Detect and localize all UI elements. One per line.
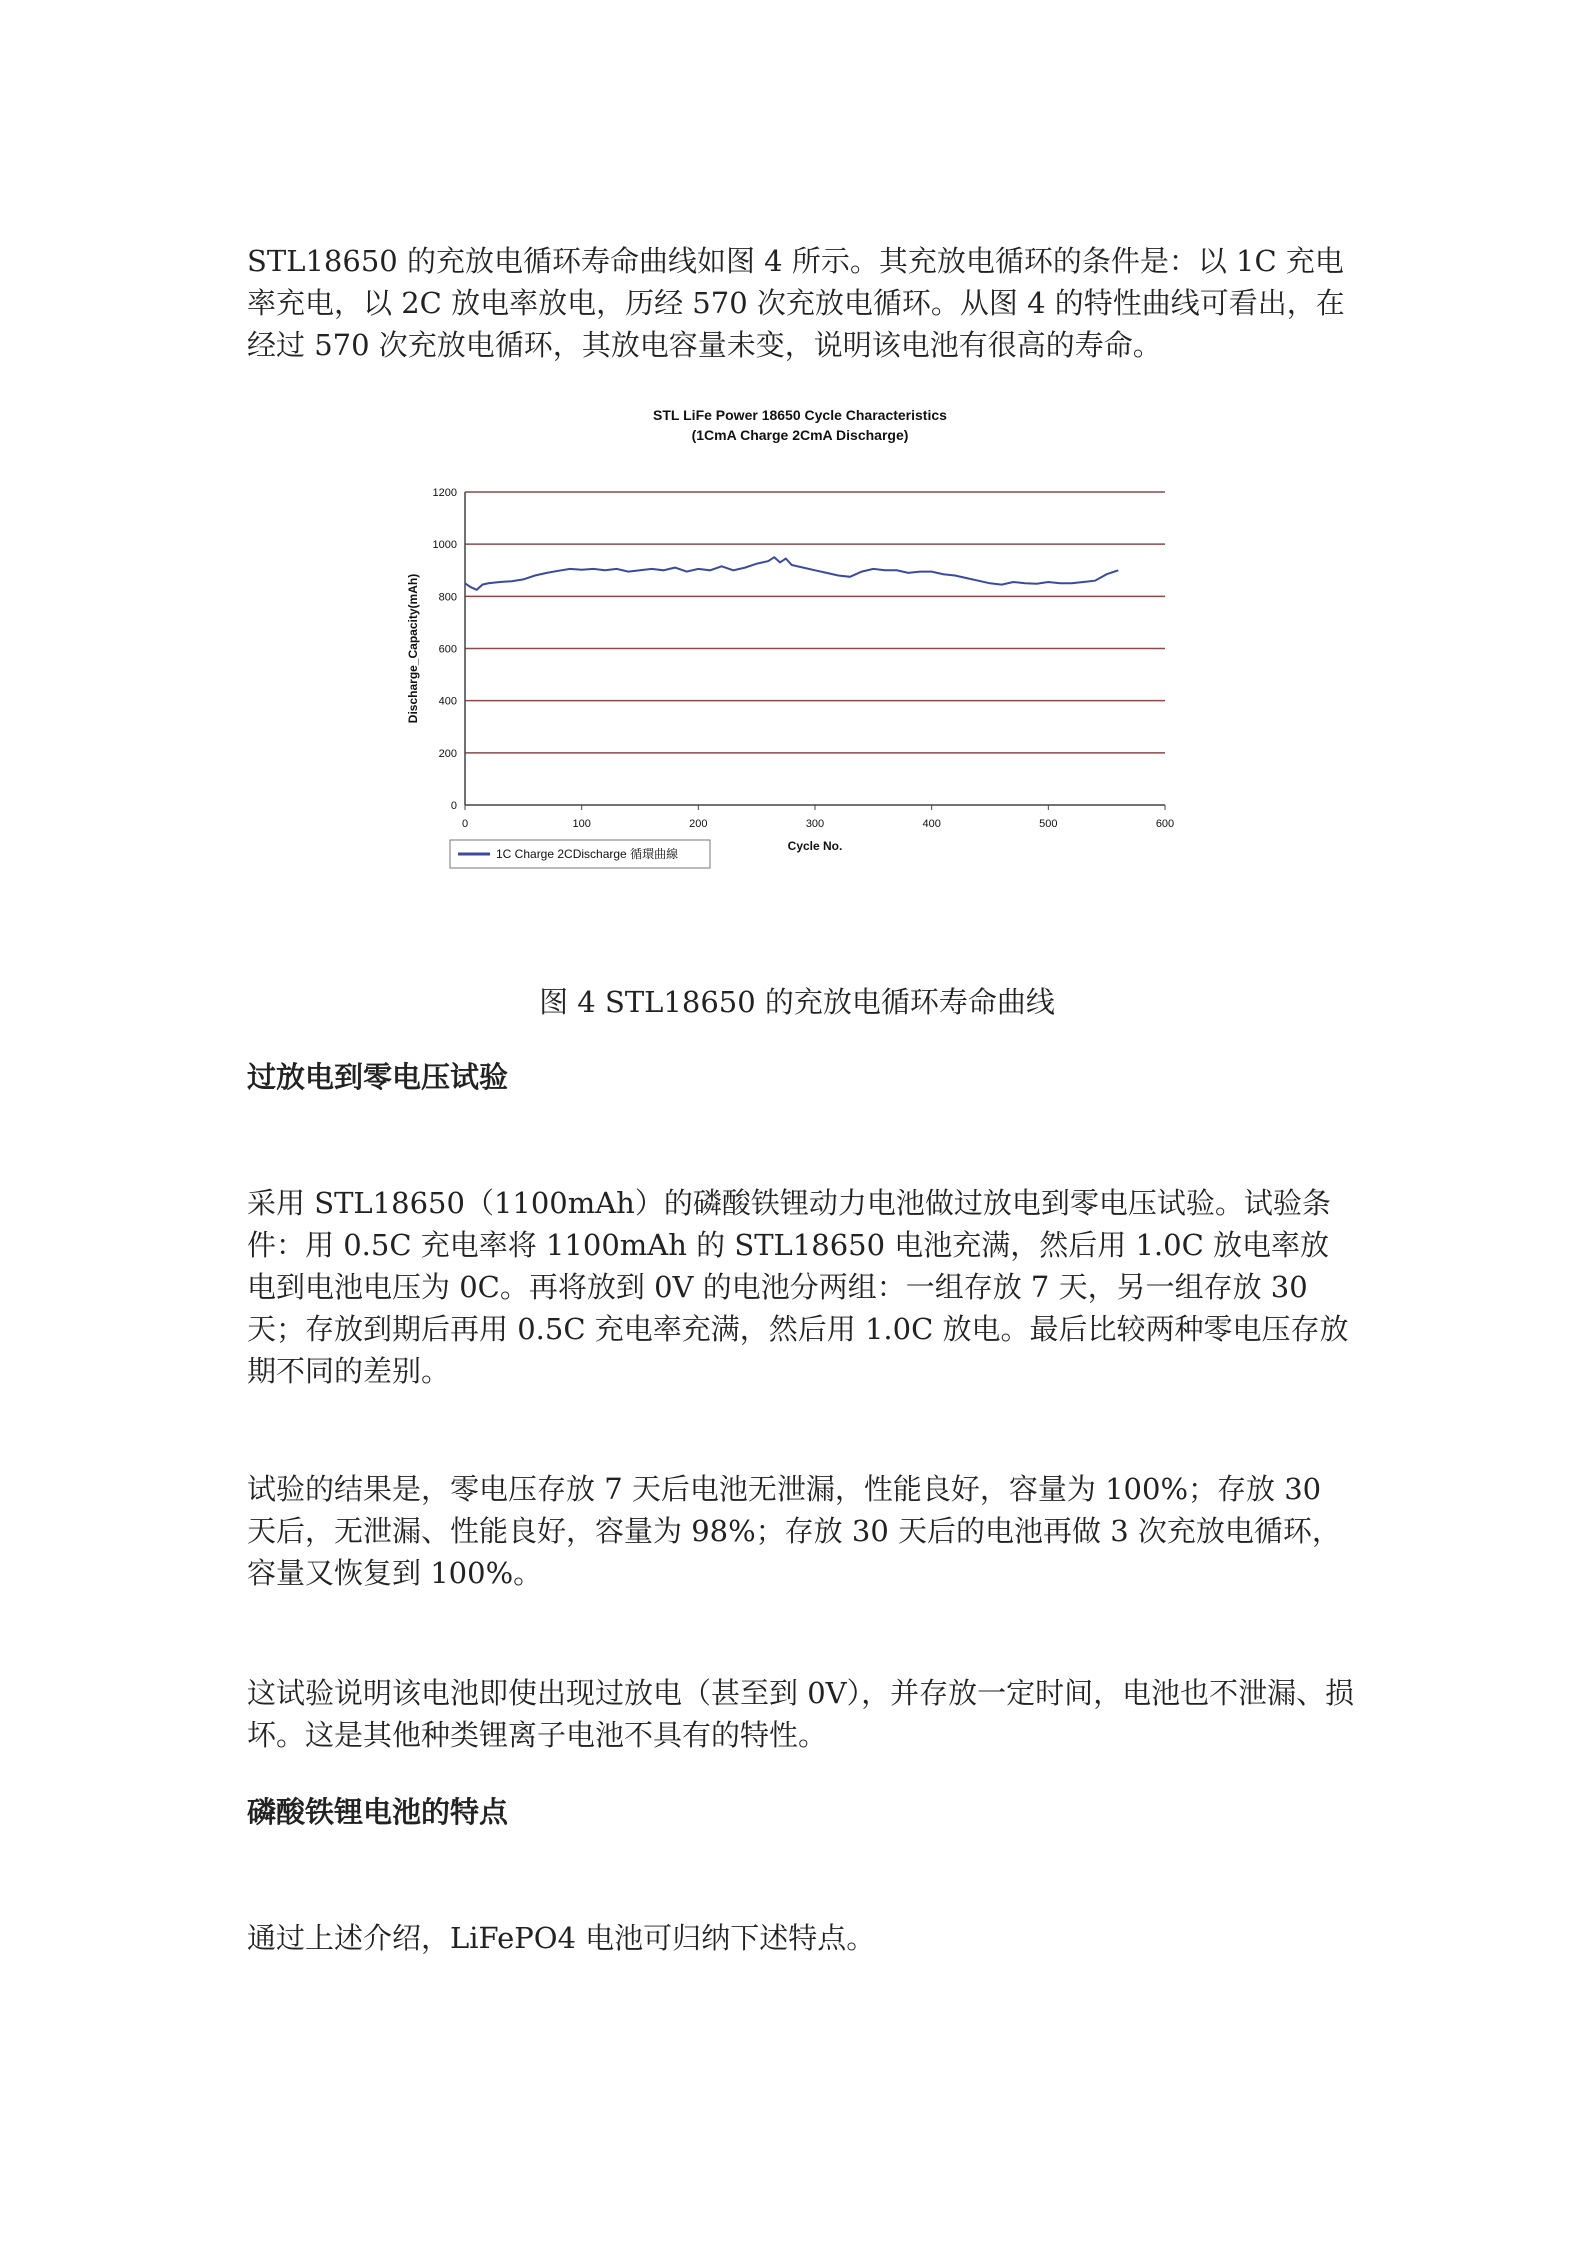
paragraph-test-result: 试验的结果是，零电压存放 7 天后电池无泄漏，性能良好，容量为 100%；存放 30 天后，无泄漏、性能良好，容量为 98%；存放 30 天后的电池再做 3 次充放电循环，容量又恢复到 100%。 (247, 1472, 1341, 1590)
y-tick-label: 600 (438, 643, 457, 656)
y-tick-label: 0 (450, 800, 457, 812)
x-tick-label: 400 (922, 818, 941, 830)
y-tick-label: 1200 (432, 487, 457, 499)
x-tick-label: 100 (572, 818, 591, 830)
legend-label: 1C Charge 2CDischarge 循環曲線 (496, 847, 679, 861)
x-tick-label: 200 (689, 818, 708, 830)
paragraph-cycle-life: STL18650 的充放电循环寿命曲线如图 4 所示。其充放电循环的条件是：以 1C 充电率充电，以 2C 放电率放电，历经 570 次充放电循环。从图 4 的特性曲线可看出，在经过 570 次充放电循环，其放电容量未变，说明该电池有很高的寿命。 (247, 244, 1345, 362)
figure-caption: 图 4 STL18650 的充放电循环寿命曲线 (539, 985, 1055, 1019)
x-tick-label: 300 (805, 818, 825, 830)
section-heading-overdischarge: 过放电到零电压试验 (247, 1060, 509, 1094)
chart-legend (450, 840, 710, 868)
y-axis-label: Discharge_Capacity(mAh) (406, 573, 420, 724)
cycle-life-chart (390, 400, 1210, 940)
y-tick-label: 200 (438, 747, 457, 760)
y-tick-label: 800 (438, 591, 457, 604)
section-heading-features: 磷酸铁锂电池的特点 (247, 1795, 509, 1829)
chart-subtitle: (1CmA Charge 2CmA Discharge) (691, 427, 909, 443)
paragraph-features-intro: 通过上述介绍，LiFePO4 电池可归纳下述特点。 (247, 1921, 876, 1955)
series-line (465, 557, 1118, 590)
x-axis-label: Cycle No. (787, 839, 843, 853)
y-tick-label: 400 (438, 695, 457, 708)
paragraph-test-method: 采用 STL18650（1100mAh）的磷酸铁锂动力电池做过放电到零电压试验。试验条件：用 0.5C 充电率将 1100mAh 的 STL18650 电池充满，然后用 1.0C 放电率放电到电池电压为 0C。再将放到 0V 的电池分两组：一组存放 7 天，另一组存放 30 天；存放到期后再用 0.5C 充电率充满，然后用 1.0C 放电。最后比较两种零电压存放期不同的差别。 (247, 1186, 1349, 1388)
chart-title: STL LiFe Power 18650 Cycle Characteristics (653, 407, 947, 423)
y-tick-label: 1000 (432, 539, 457, 552)
x-tick-label: 500 (1039, 818, 1058, 830)
paragraph-test-conclusion: 这试验说明该电池即使出现过放电（甚至到 0V），并存放一定时间，电池也不泄漏、损坏。这是其他种类锂离子电池不具有的特性。 (247, 1676, 1355, 1752)
x-tick-label: 0 (461, 818, 469, 830)
x-tick-label: 600 (1155, 818, 1175, 830)
